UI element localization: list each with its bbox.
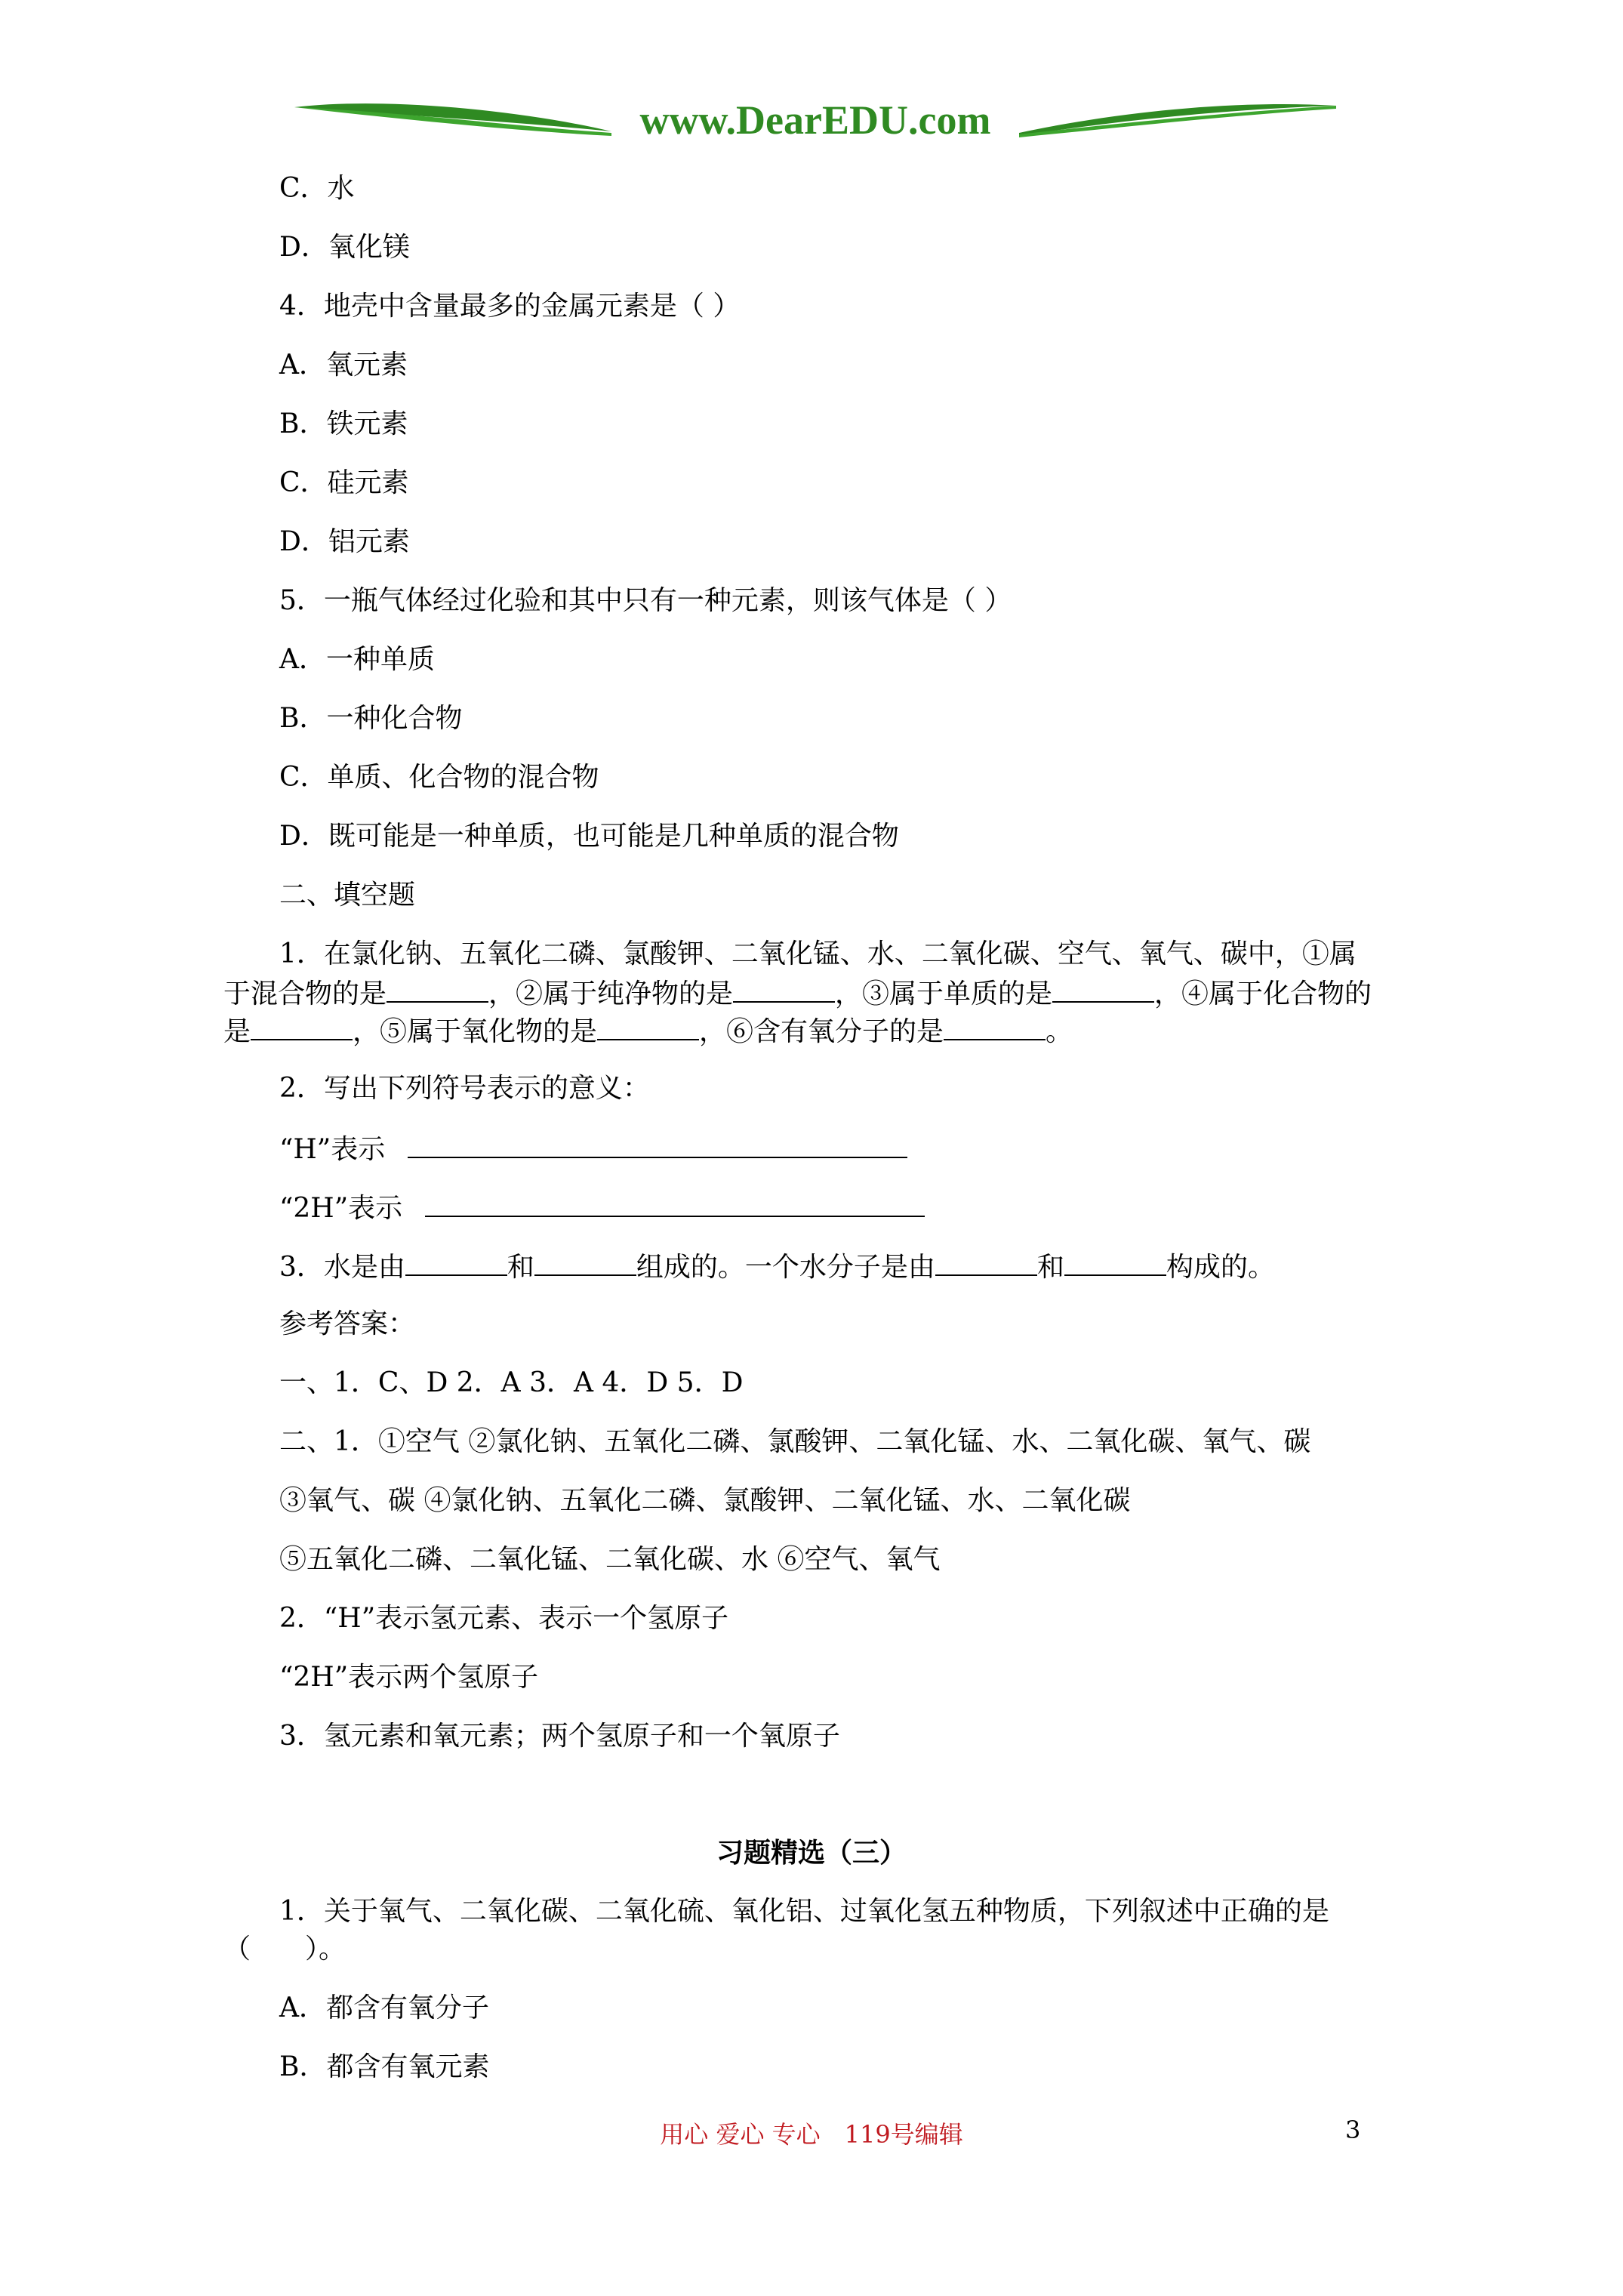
answer-blank bbox=[935, 1247, 1037, 1276]
fill-question-2a bbox=[279, 1130, 907, 1168]
text-segment: 构成的。 bbox=[1166, 1252, 1275, 1283]
text-segment: ，⑤属于氧化物的是 bbox=[353, 1016, 598, 1047]
text-segment: ，⑥含有氧分子的是 bbox=[699, 1016, 944, 1047]
answer-blank bbox=[733, 974, 835, 1003]
option-c: C．水 bbox=[279, 173, 355, 204]
text-segment: 和 bbox=[507, 1252, 534, 1283]
answer-line: 2．“H”表示氢元素、表示一个氢原子 bbox=[279, 1603, 729, 1634]
fill-question-1-line1: 1．在氯化钠、五氧化二磷、氯酸钾、二氧化锰、水、二氧化碳、空气、氧气、碳中，①属 bbox=[279, 938, 1357, 969]
answer-blank bbox=[408, 1130, 907, 1158]
answer-line: ③氧气、碳 ④氯化钠、五氧化二磷、氯酸钾、二氧化锰、水、二氧化碳 bbox=[279, 1485, 1131, 1516]
text-segment: 。 bbox=[1046, 1016, 1073, 1047]
answers-heading: 参考答案： bbox=[279, 1308, 416, 1339]
answer-line: “2H”表示两个氢原子 bbox=[279, 1662, 539, 1693]
answer-blank bbox=[597, 1012, 699, 1040]
text-segment: ，②属于纯净物的是 bbox=[488, 978, 734, 1009]
answer-blank bbox=[1064, 1247, 1166, 1276]
text-segment: 和 bbox=[1036, 1252, 1064, 1283]
fill-question-1-line2 bbox=[223, 974, 1372, 1012]
fill-question-2b bbox=[279, 1188, 925, 1227]
fill-question-3 bbox=[279, 1247, 1275, 1286]
answer-line: 3．氢元素和氧元素；两个氢原子和一个氧原子 bbox=[279, 1721, 840, 1752]
page-number: 3 bbox=[1345, 2116, 1361, 2144]
text-segment: 于混合物的是 bbox=[223, 978, 387, 1009]
question-1-line2: （ ）。 bbox=[223, 1934, 346, 1965]
option-d: D．铝元素 bbox=[279, 526, 410, 557]
question-4: 4．地壳中含量最多的金属元素是（ ） bbox=[279, 291, 741, 322]
answer-blank bbox=[251, 1012, 353, 1040]
option-c: C．硅元素 bbox=[279, 467, 409, 498]
answer-blank bbox=[387, 974, 488, 1003]
answer-blank bbox=[944, 1012, 1046, 1040]
answer-blank bbox=[425, 1188, 925, 1217]
text-segment: “2H”表示 bbox=[279, 1193, 403, 1224]
site-name[interactable]: www.DearEDU.com bbox=[639, 97, 991, 143]
option-b: B．都含有氧元素 bbox=[279, 2051, 490, 2082]
option-b: B．一种化合物 bbox=[279, 703, 463, 734]
site-header bbox=[294, 89, 1336, 157]
option-d: D．既可能是一种单质，也可能是几种单质的混合物 bbox=[279, 821, 899, 852]
option-d: D．氧化镁 bbox=[279, 232, 410, 263]
text-segment: ，④属于化合物的 bbox=[1154, 978, 1372, 1009]
answer-line: 二、1．①空气 ②氯化钠、五氧化二磷、氯酸钾、二氧化锰、水、二氧化碳、氧气、碳 bbox=[279, 1426, 1311, 1457]
answer-line: 一、1．C、D 2．A 3．A 4．D 5．D bbox=[279, 1367, 744, 1398]
option-c: C．单质、化合物的混合物 bbox=[279, 762, 599, 793]
answer-blank bbox=[1052, 974, 1154, 1003]
answer-blank bbox=[405, 1247, 507, 1276]
text-segment: “H”表示 bbox=[279, 1134, 386, 1165]
fill-question-2: 2．写出下列符号表示的意义： bbox=[279, 1073, 650, 1104]
section-heading: 二、填空题 bbox=[279, 880, 416, 911]
question-5: 5．一瓶气体经过化验和其中只有一种元素，则该气体是（ ） bbox=[279, 585, 1012, 616]
option-a: A．一种单质 bbox=[279, 644, 435, 675]
footer-text: 用心 爱心 专心 119号编辑 bbox=[660, 2120, 963, 2149]
option-a: A．都含有氧分子 bbox=[279, 1992, 489, 2023]
fill-question-1-line3 bbox=[223, 1012, 1073, 1050]
text-segment: ，③属于单质的是 bbox=[835, 978, 1053, 1009]
text-segment: 是 bbox=[223, 1016, 251, 1047]
answer-blank bbox=[534, 1247, 636, 1276]
text-segment: 3．水是由 bbox=[279, 1252, 405, 1283]
question-1-line1: 1．关于氧气、二氧化碳、二氧化硫、氧化铝、过氧化氢五种物质，下列叙述中正确的是 bbox=[279, 1896, 1329, 1927]
text-segment: 组成的。一个水分子是由 bbox=[636, 1252, 935, 1283]
option-b: B．铁元素 bbox=[279, 408, 408, 439]
answer-line: ⑤五氧化二磷、二氧化锰、二氧化碳、水 ⑥空气、氧气 bbox=[279, 1544, 941, 1575]
option-a: A．氧元素 bbox=[279, 350, 408, 381]
section-title: 习题精选（三） bbox=[716, 1837, 907, 1869]
